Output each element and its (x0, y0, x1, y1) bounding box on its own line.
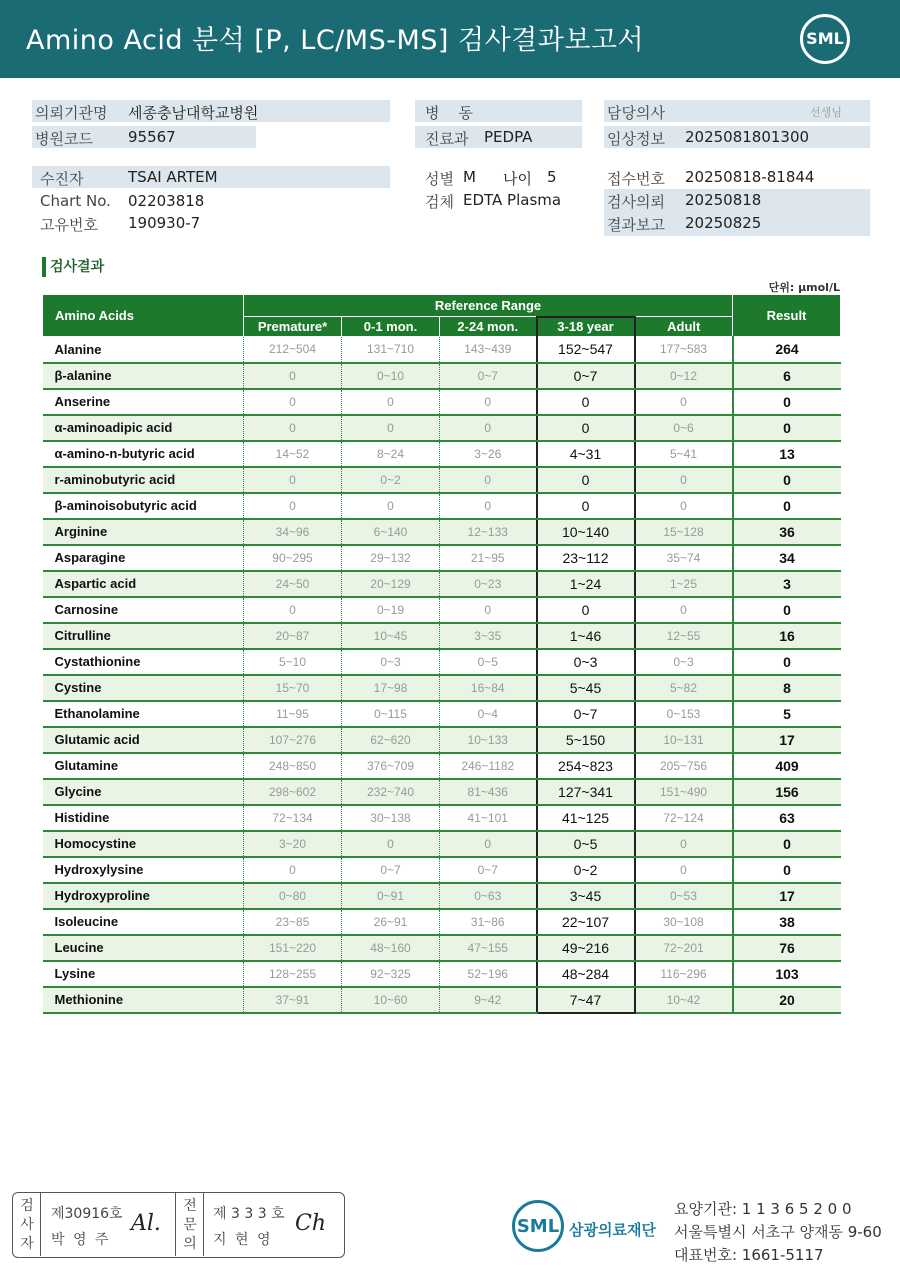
cell-0-1-mon: 0 (342, 831, 440, 857)
cell-result: 17 (733, 883, 841, 909)
cell-premature: 0 (244, 363, 342, 389)
cell-premature: 151~220 (244, 935, 342, 961)
specimen-field (415, 189, 582, 211)
chart-no-label: Chart No. (40, 192, 111, 210)
cell-2-24-mon: 12~133 (440, 519, 537, 545)
specialist-signature: Ch (295, 1211, 327, 1236)
cell-result: 38 (733, 909, 841, 935)
table-row (43, 623, 841, 649)
cell-amino-acid-name: Aspartic acid (43, 571, 244, 597)
cell-result: 156 (733, 779, 841, 805)
chart-no-value: 02203818 (128, 192, 205, 210)
patient-label: 수진자 (40, 170, 84, 188)
clinical-info-value: 2025081801300 (685, 128, 810, 146)
receipt-no-label: 접수번호 (607, 170, 665, 188)
signature-divider (203, 1193, 204, 1256)
header-2-24-mon: 2-24 mon. (440, 317, 537, 337)
cell-premature: 0~80 (244, 883, 342, 909)
department-value: PEDPA (484, 128, 533, 146)
cell-result: 63 (733, 805, 841, 831)
lab-signer-label: 검사자 (20, 1198, 34, 1252)
cell-amino-acid-name: Lysine (43, 961, 244, 987)
cell-premature: 11~95 (244, 701, 342, 727)
cell-amino-acid-name: Isoleucine (43, 909, 244, 935)
section-title-results: 검사결과 (42, 257, 104, 277)
cell-amino-acid-name: Glutamine (43, 753, 244, 779)
cell-adult: 72~201 (635, 935, 733, 961)
cell-result: 0 (733, 389, 841, 415)
footer-phone: 대표번호: 1661-5117 (674, 1246, 824, 1264)
sml-logo-text: SML (806, 29, 844, 48)
cell-amino-acid-name: Cystine (43, 675, 244, 701)
table-row (43, 649, 841, 675)
specimen-label: 검체 (425, 193, 454, 211)
cell-3-18-year: 0~5 (537, 831, 635, 857)
cell-adult: 10~131 (635, 727, 733, 753)
test-request-value: 20250818 (685, 191, 762, 209)
cell-2-24-mon: 41~101 (440, 805, 537, 831)
cell-0-1-mon: 8~24 (342, 441, 440, 467)
specialist-name: 지 현 영 (213, 1232, 273, 1248)
table-row (43, 961, 841, 987)
cell-amino-acid-name: Histidine (43, 805, 244, 831)
unit-label: 단위: μmol/L (768, 281, 840, 294)
cell-0-1-mon: 232~740 (342, 779, 440, 805)
result-report-label: 결과보고 (607, 216, 665, 234)
table-row (43, 571, 841, 597)
table-body (43, 337, 841, 1013)
cell-0-1-mon: 20~129 (342, 571, 440, 597)
lab-signer-name: 박 영 주 (51, 1232, 111, 1248)
header-0-1-mon: 0-1 mon. (342, 317, 440, 337)
cell-amino-acid-name: Alanine (43, 337, 244, 363)
cell-amino-acid-name: Hydroxylysine (43, 857, 244, 883)
unique-no-value: 190930-7 (128, 214, 201, 232)
cell-2-24-mon: 0~4 (440, 701, 537, 727)
table-row (43, 597, 841, 623)
cell-0-1-mon: 0~3 (342, 649, 440, 675)
cell-0-1-mon: 48~160 (342, 935, 440, 961)
header-adult: Adult (635, 317, 733, 337)
footer-care-no: 요양기관: 1 1 3 6 5 2 0 0 (674, 1200, 852, 1218)
cell-0-1-mon: 0 (342, 389, 440, 415)
specialist-label: 전문의 (183, 1198, 197, 1252)
cell-premature: 15~70 (244, 675, 342, 701)
header-premature: Premature* (244, 317, 342, 337)
cell-3-18-year: 41~125 (537, 805, 635, 831)
cell-adult: 177~583 (635, 337, 733, 363)
cell-3-18-year: 152~547 (537, 337, 635, 363)
cell-2-24-mon: 16~84 (440, 675, 537, 701)
cell-3-18-year: 1~24 (537, 571, 635, 597)
signature-divider (40, 1193, 41, 1256)
cell-premature: 0 (244, 493, 342, 519)
cell-adult: 0 (635, 467, 733, 493)
cell-premature: 90~295 (244, 545, 342, 571)
doctor-field (604, 100, 870, 122)
table-row (43, 389, 841, 415)
header-amino-acids: Amino Acids (43, 295, 244, 337)
ward-label: 병 동 (425, 104, 474, 122)
cell-premature: 3~20 (244, 831, 342, 857)
cell-result: 0 (733, 857, 841, 883)
cell-amino-acid-name: Arginine (43, 519, 244, 545)
cell-result: 0 (733, 467, 841, 493)
table-row (43, 519, 841, 545)
cell-3-18-year: 0 (537, 597, 635, 623)
institution-value: 세종충남대학교병원 (128, 104, 259, 122)
cell-0-1-mon: 6~140 (342, 519, 440, 545)
cell-premature: 128~255 (244, 961, 342, 987)
cell-premature: 14~52 (244, 441, 342, 467)
cell-0-1-mon: 29~132 (342, 545, 440, 571)
cell-3-18-year: 3~45 (537, 883, 635, 909)
patient-value: TSAI ARTEM (128, 168, 218, 186)
cell-premature: 212~504 (244, 337, 342, 363)
cell-premature: 34~96 (244, 519, 342, 545)
unique-no-label: 고유번호 (40, 216, 98, 234)
table-row (43, 493, 841, 519)
cell-result: 6 (733, 363, 841, 389)
header-3-18-year: 3-18 year (537, 317, 635, 337)
cell-result: 0 (733, 597, 841, 623)
cell-amino-acid-name: Homocystine (43, 831, 244, 857)
header-result: Result (733, 295, 841, 337)
cell-adult: 15~128 (635, 519, 733, 545)
table-row (43, 987, 841, 1013)
lab-license-no: 제30916호 (51, 1206, 123, 1222)
institution-field (32, 100, 390, 122)
cell-2-24-mon: 21~95 (440, 545, 537, 571)
department-field (415, 126, 582, 148)
table-header-row (43, 295, 841, 317)
footer-address: 서울특별시 서초구 양재동 9-60 (674, 1223, 882, 1241)
cell-adult: 0~53 (635, 883, 733, 909)
cell-adult: 116~296 (635, 961, 733, 987)
cell-result: 0 (733, 415, 841, 441)
cell-0-1-mon: 17~98 (342, 675, 440, 701)
cell-0-1-mon: 0~2 (342, 467, 440, 493)
cell-3-18-year: 0~3 (537, 649, 635, 675)
chart-no-field (32, 190, 390, 212)
cell-amino-acid-name: α-amino-n-butyric acid (43, 441, 244, 467)
table-row (43, 753, 841, 779)
cell-premature: 0 (244, 857, 342, 883)
cell-amino-acid-name: Asparagine (43, 545, 244, 571)
cell-adult: 0 (635, 597, 733, 623)
cell-adult: 0~153 (635, 701, 733, 727)
table-row (43, 363, 841, 389)
cell-3-18-year: 0 (537, 415, 635, 441)
cell-result: 17 (733, 727, 841, 753)
table-row (43, 831, 841, 857)
table-row (43, 337, 841, 363)
cell-amino-acid-name: Cystathionine (43, 649, 244, 675)
lab-signature: Al. (131, 1211, 161, 1236)
table-row (43, 909, 841, 935)
cell-amino-acid-name: β-aminoisobutyric acid (43, 493, 244, 519)
hospital-code-label: 병원코드 (35, 130, 93, 148)
table-row (43, 935, 841, 961)
footer-logo-text: SML (516, 1216, 560, 1237)
cell-amino-acid-name: α-aminoadipic acid (43, 415, 244, 441)
table-row (43, 441, 841, 467)
cell-2-24-mon: 0 (440, 597, 537, 623)
cell-premature: 0 (244, 415, 342, 441)
cell-adult: 5~82 (635, 675, 733, 701)
cell-premature: 0 (244, 597, 342, 623)
cell-0-1-mon: 0 (342, 493, 440, 519)
cell-0-1-mon: 92~325 (342, 961, 440, 987)
ward-field (415, 100, 582, 122)
header-reference-range: Reference Range (244, 295, 733, 317)
cell-3-18-year: 1~46 (537, 623, 635, 649)
cell-result: 103 (733, 961, 841, 987)
clinical-info-field (604, 126, 870, 148)
cell-2-24-mon: 47~155 (440, 935, 537, 961)
cell-0-1-mon: 0~7 (342, 857, 440, 883)
cell-premature: 37~91 (244, 987, 342, 1013)
cell-adult: 10~42 (635, 987, 733, 1013)
cell-0-1-mon: 26~91 (342, 909, 440, 935)
cell-amino-acid-name: β-alanine (43, 363, 244, 389)
table-row (43, 545, 841, 571)
cell-premature: 0 (244, 389, 342, 415)
signature-box (12, 1192, 345, 1258)
cell-3-18-year: 0~2 (537, 857, 635, 883)
department-label: 진료과 (425, 130, 469, 148)
cell-premature: 5~10 (244, 649, 342, 675)
cell-2-24-mon: 0 (440, 389, 537, 415)
cell-adult: 72~124 (635, 805, 733, 831)
cell-premature: 0 (244, 467, 342, 493)
cell-premature: 20~87 (244, 623, 342, 649)
cell-0-1-mon: 10~45 (342, 623, 440, 649)
cell-adult: 0~6 (635, 415, 733, 441)
unique-no-field (32, 212, 390, 234)
table-row (43, 805, 841, 831)
cell-2-24-mon: 0~23 (440, 571, 537, 597)
patient-field (32, 166, 390, 188)
cell-result: 13 (733, 441, 841, 467)
cell-premature: 24~50 (244, 571, 342, 597)
table-row (43, 857, 841, 883)
cell-adult: 0 (635, 831, 733, 857)
table-row (43, 779, 841, 805)
cell-2-24-mon: 3~35 (440, 623, 537, 649)
cell-adult: 0~3 (635, 649, 733, 675)
cell-2-24-mon: 9~42 (440, 987, 537, 1013)
cell-premature: 23~85 (244, 909, 342, 935)
cell-adult: 12~55 (635, 623, 733, 649)
cell-3-18-year: 0~7 (537, 363, 635, 389)
signature-divider (175, 1193, 176, 1256)
sex-value: M (463, 168, 476, 186)
cell-3-18-year: 5~45 (537, 675, 635, 701)
cell-3-18-year: 0 (537, 493, 635, 519)
clinical-info-label: 임상정보 (607, 130, 665, 148)
cell-2-24-mon: 3~26 (440, 441, 537, 467)
cell-0-1-mon: 131~710 (342, 337, 440, 363)
cell-2-24-mon: 10~133 (440, 727, 537, 753)
cell-0-1-mon: 62~620 (342, 727, 440, 753)
receipt-no-field (604, 166, 870, 188)
cell-adult: 205~756 (635, 753, 733, 779)
sex-age-field (415, 166, 582, 188)
cell-result: 264 (733, 337, 841, 363)
cell-2-24-mon: 0~5 (440, 649, 537, 675)
cell-amino-acid-name: Ethanolamine (43, 701, 244, 727)
cell-amino-acid-name: Glycine (43, 779, 244, 805)
cell-0-1-mon: 10~60 (342, 987, 440, 1013)
cell-result: 76 (733, 935, 841, 961)
cell-result: 16 (733, 623, 841, 649)
cell-adult: 1~25 (635, 571, 733, 597)
cell-3-18-year: 49~216 (537, 935, 635, 961)
cell-result: 34 (733, 545, 841, 571)
cell-premature: 72~134 (244, 805, 342, 831)
footer-org-name: 삼광의료재단 (569, 1221, 656, 1239)
cell-3-18-year: 5~150 (537, 727, 635, 753)
cell-amino-acid-name: Leucine (43, 935, 244, 961)
cell-3-18-year: 23~112 (537, 545, 635, 571)
cell-2-24-mon: 0 (440, 831, 537, 857)
cell-amino-acid-name: Anserine (43, 389, 244, 415)
cell-3-18-year: 0 (537, 389, 635, 415)
cell-2-24-mon: 0~7 (440, 857, 537, 883)
cell-0-1-mon: 0~10 (342, 363, 440, 389)
institution-label: 의뢰기관명 (35, 104, 108, 122)
cell-3-18-year: 254~823 (537, 753, 635, 779)
cell-amino-acid-name: Carnosine (43, 597, 244, 623)
cell-premature: 298~602 (244, 779, 342, 805)
cell-result: 409 (733, 753, 841, 779)
sex-label: 성별 (425, 170, 454, 188)
amino-acid-results-table (42, 294, 841, 1014)
cell-amino-acid-name: Hydroxyproline (43, 883, 244, 909)
cell-3-18-year: 48~284 (537, 961, 635, 987)
footer-sml-logo (512, 1200, 564, 1252)
cell-amino-acid-name: Glutamic acid (43, 727, 244, 753)
request-report-field (604, 189, 870, 236)
result-report-value: 20250825 (685, 214, 762, 232)
age-value: 5 (547, 168, 557, 186)
cell-0-1-mon: 0 (342, 415, 440, 441)
cell-adult: 0 (635, 857, 733, 883)
cell-0-1-mon: 30~138 (342, 805, 440, 831)
table-row (43, 467, 841, 493)
cell-2-24-mon: 0 (440, 415, 537, 441)
cell-amino-acid-name: Methionine (43, 987, 244, 1013)
cell-3-18-year: 10~140 (537, 519, 635, 545)
table-row (43, 883, 841, 909)
table-row (43, 675, 841, 701)
specialist-license-no: 제 3 3 3 호 (213, 1206, 285, 1222)
cell-0-1-mon: 0~91 (342, 883, 440, 909)
cell-result: 0 (733, 493, 841, 519)
cell-3-18-year: 7~47 (537, 987, 635, 1013)
cell-3-18-year: 22~107 (537, 909, 635, 935)
age-label: 나이 (503, 170, 532, 188)
cell-0-1-mon: 376~709 (342, 753, 440, 779)
cell-amino-acid-name: Citrulline (43, 623, 244, 649)
hospital-code-value: 95567 (128, 128, 176, 146)
doctor-label: 담당의사 (607, 104, 665, 122)
cell-2-24-mon: 0 (440, 493, 537, 519)
cell-3-18-year: 127~341 (537, 779, 635, 805)
table-row (43, 701, 841, 727)
hospital-code-field (32, 126, 256, 148)
cell-amino-acid-name: r-aminobutyric acid (43, 467, 244, 493)
cell-result: 0 (733, 649, 841, 675)
cell-3-18-year: 0~7 (537, 701, 635, 727)
receipt-no-value: 20250818-81844 (685, 168, 815, 186)
header-banner (0, 0, 900, 78)
cell-result: 20 (733, 987, 841, 1013)
cell-result: 3 (733, 571, 841, 597)
cell-adult: 151~490 (635, 779, 733, 805)
cell-result: 0 (733, 831, 841, 857)
cell-0-1-mon: 0~19 (342, 597, 440, 623)
cell-2-24-mon: 0~7 (440, 363, 537, 389)
test-request-label: 검사의뢰 (607, 193, 665, 211)
cell-adult: 30~108 (635, 909, 733, 935)
cell-3-18-year: 4~31 (537, 441, 635, 467)
cell-premature: 248~850 (244, 753, 342, 779)
cell-adult: 35~74 (635, 545, 733, 571)
cell-result: 36 (733, 519, 841, 545)
cell-2-24-mon: 0~63 (440, 883, 537, 909)
cell-2-24-mon: 0 (440, 467, 537, 493)
table-row (43, 727, 841, 753)
cell-result: 8 (733, 675, 841, 701)
cell-premature: 107~276 (244, 727, 342, 753)
cell-0-1-mon: 0~115 (342, 701, 440, 727)
cell-adult: 0~12 (635, 363, 733, 389)
cell-2-24-mon: 31~86 (440, 909, 537, 935)
cell-adult: 5~41 (635, 441, 733, 467)
report-title: Amino Acid 분석 [P, LC/MS-MS] 검사결과보고서 (26, 25, 645, 56)
cell-2-24-mon: 143~439 (440, 337, 537, 363)
cell-result: 5 (733, 701, 841, 727)
cell-2-24-mon: 246~1182 (440, 753, 537, 779)
cell-2-24-mon: 52~196 (440, 961, 537, 987)
sml-logo (800, 14, 850, 64)
cell-adult: 0 (635, 493, 733, 519)
cell-3-18-year: 0 (537, 467, 635, 493)
cell-adult: 0 (635, 389, 733, 415)
specimen-value: EDTA Plasma (463, 191, 562, 209)
cell-2-24-mon: 81~436 (440, 779, 537, 805)
table-row (43, 415, 841, 441)
doctor-value: 선생님 (810, 106, 842, 119)
